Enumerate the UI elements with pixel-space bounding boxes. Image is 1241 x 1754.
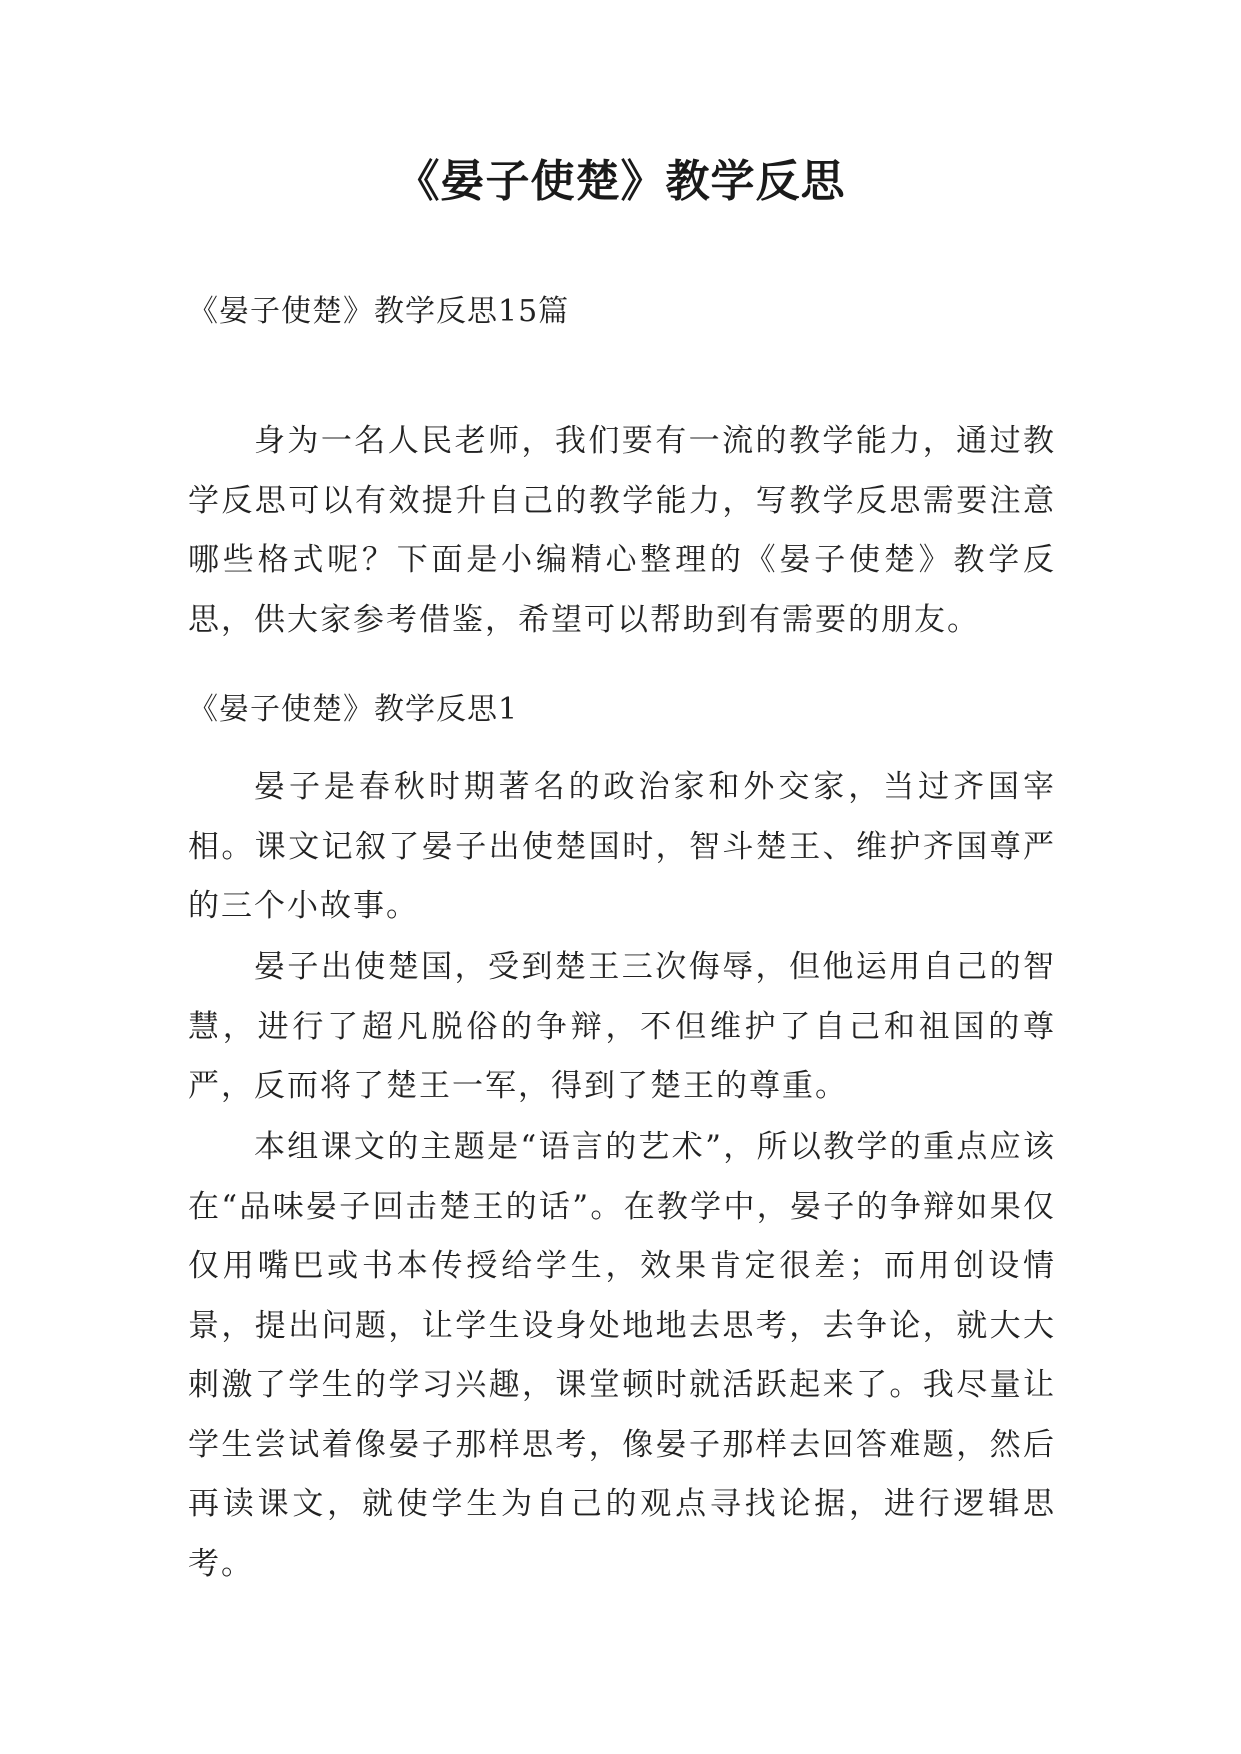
section-heading: 《晏子使楚》教学反思1 — [188, 692, 519, 727]
document-title: 《晏子使楚》教学反思 — [395, 156, 846, 207]
intro-paragraph: 身为一名人民老师，我们要有一流的教学能力，通过教学反思可以有效提升自己的教学能力，写教学反思需要注意哪些格式呢？下面是小编精心整理的《晏子使楚》教学反思，供大家参考借鉴，希望可以帮助到有需要的朋友。 — [188, 423, 1056, 638]
body-paragraph-1: 晏子是春秋时期著名的政治家和外交家，当过齐国宰相。课文记叙了晏子出使楚国时，智斗楚王、维护齐国尊严的三个小故事。 — [188, 769, 1056, 924]
document-subtitle: 《晏子使楚》教学反思15篇 — [188, 294, 570, 329]
body-paragraph-3: 本组课文的主题是“语言的艺术”，所以教学的重点应该在“品味晏子回击楚王的话”。在教学中，晏子的争辩如果仅仅用嘴巴或书本传授给学生，效果肯定很差；而用创设情景，提出问题，让学生设身处地地去思考，去争论，就大大刺激了学生的学习兴趣，课堂顿时就活跃起来了。我尽量让学生尝试着像晏子那样思考，像晏子那样去回答难题，然后再读课文，就使学生为自己的观点寻找论据，进行逻辑思考。 — [188, 1129, 1056, 1582]
body-paragraph-2: 晏子出使楚国，受到楚王三次侮辱，但他运用自己的智慧，进行了超凡脱俗的争辩，不但维护了自己和祖国的尊严，反而将了楚王一军，得到了楚王的尊重。 — [188, 949, 1056, 1104]
